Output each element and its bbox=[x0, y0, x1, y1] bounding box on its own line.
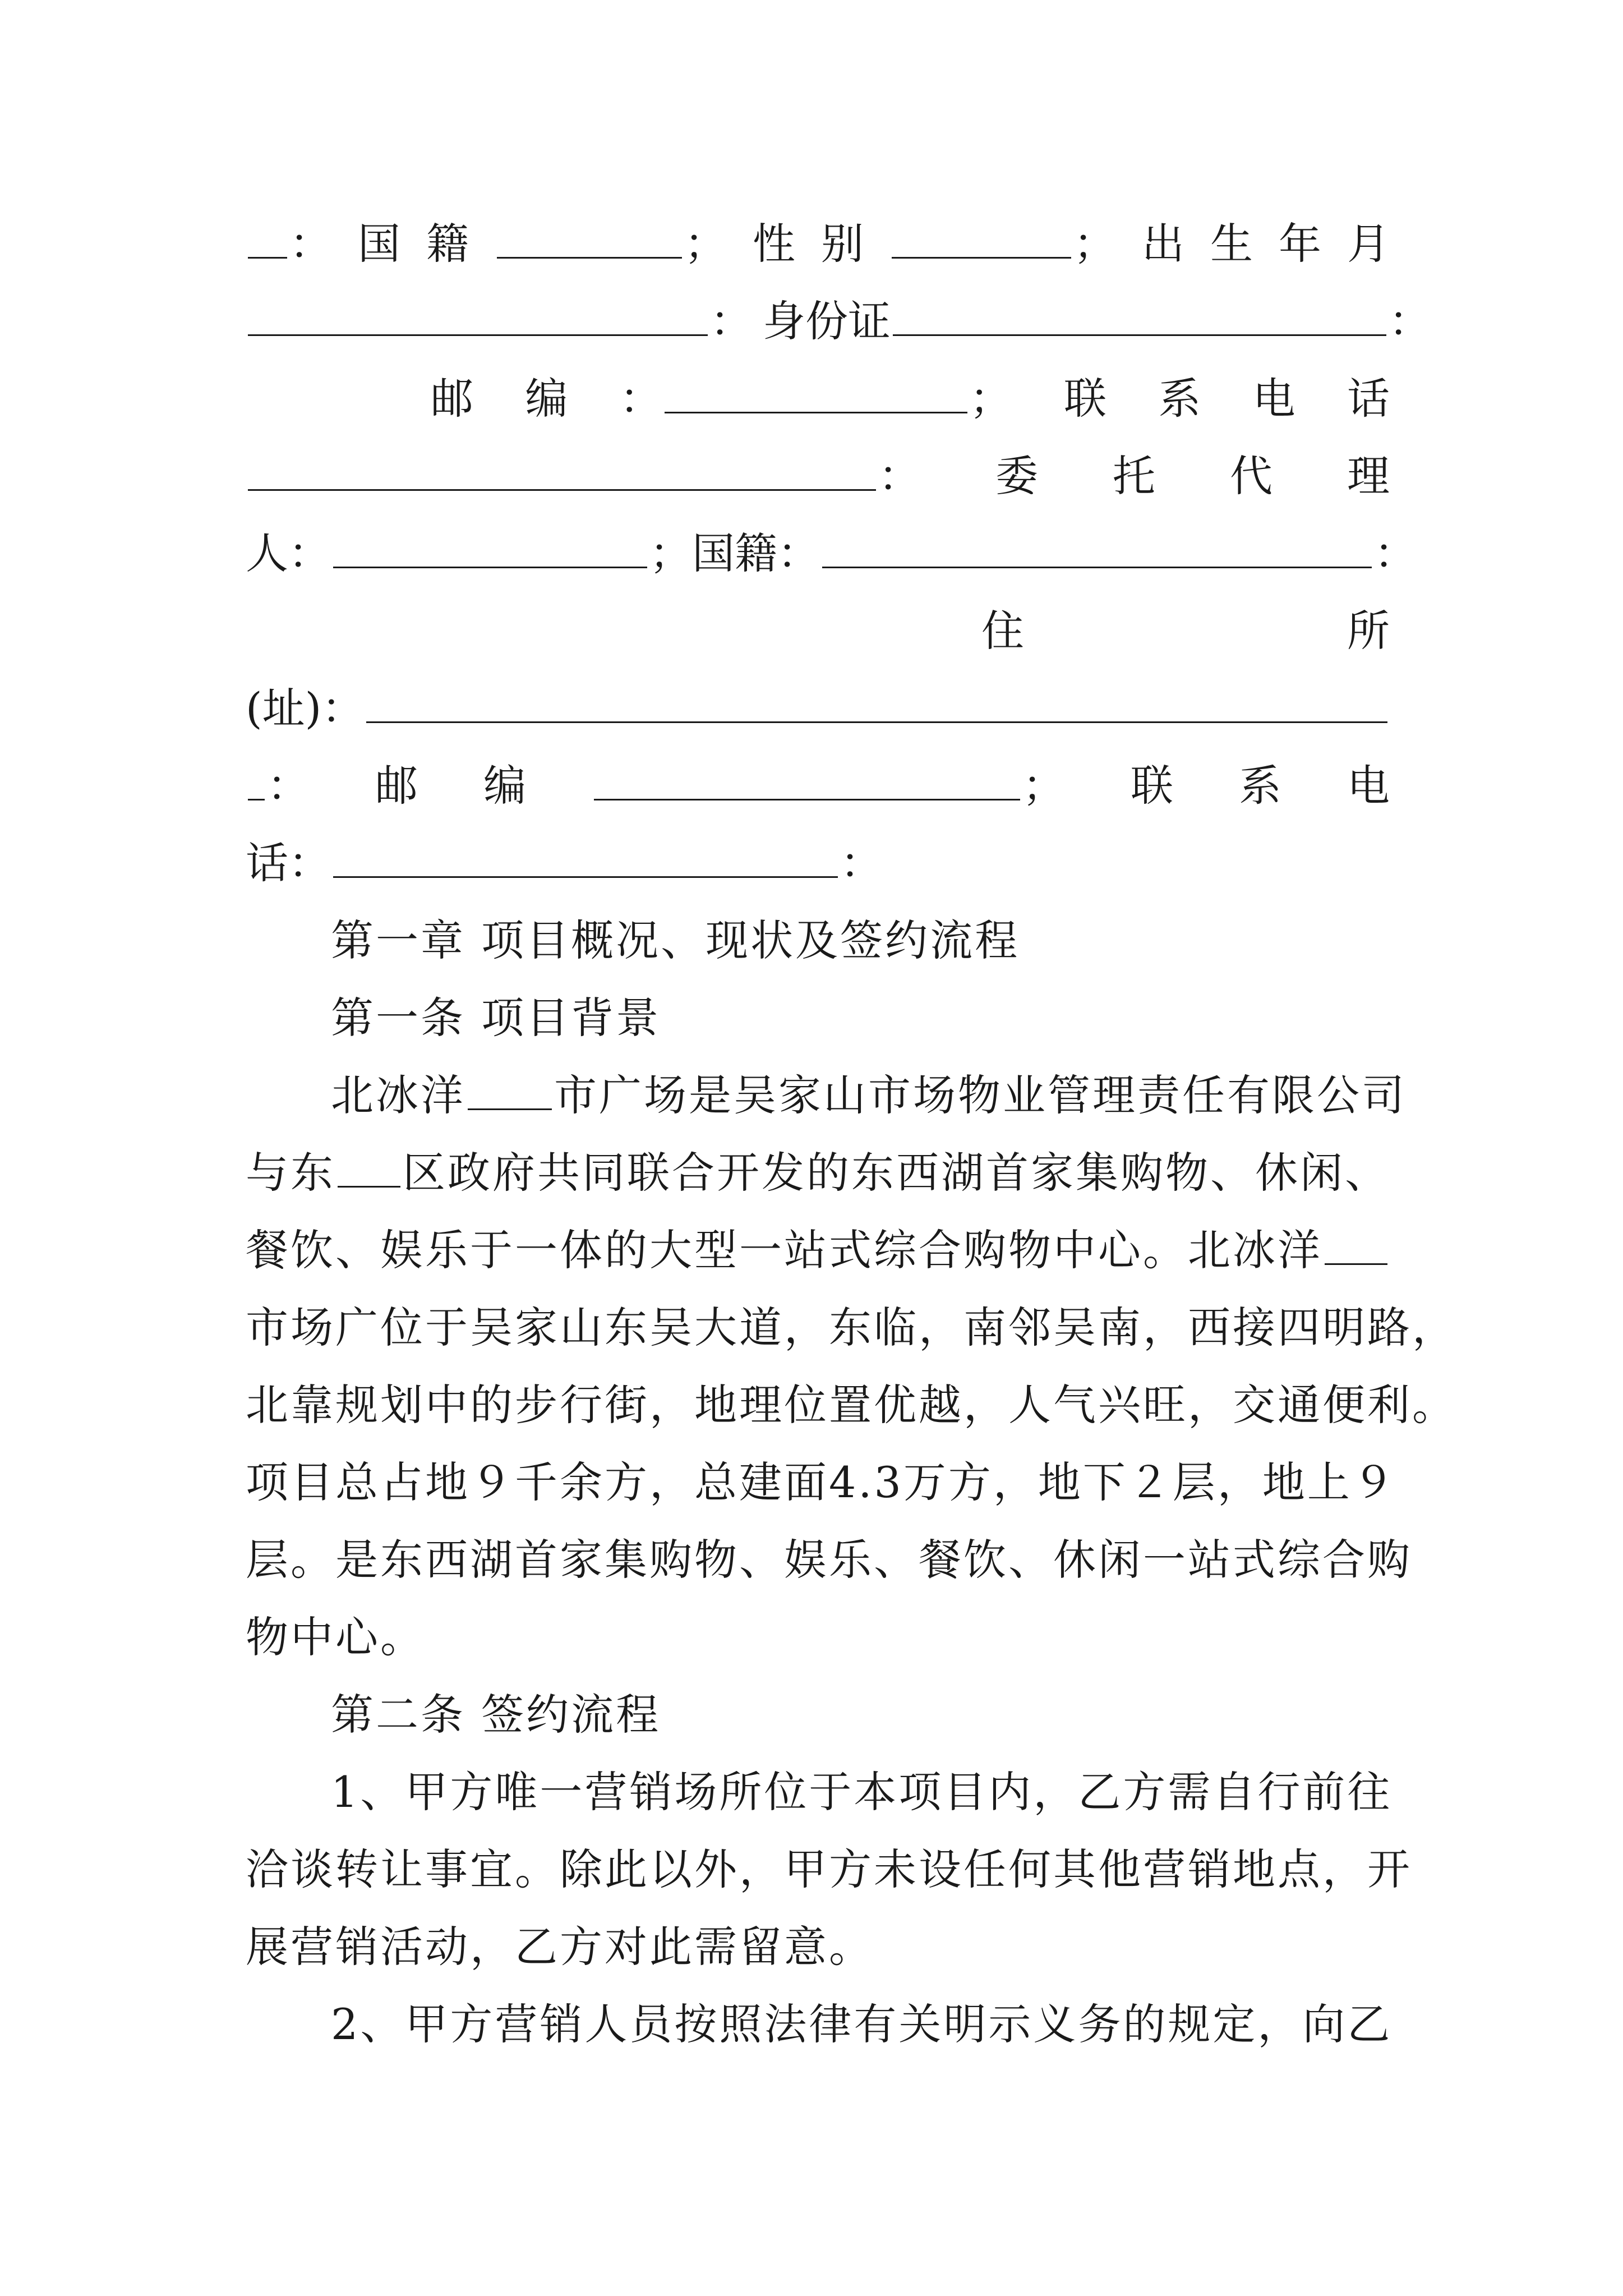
label-char: 籍 bbox=[426, 219, 469, 269]
blank-field[interactable] bbox=[1325, 1226, 1387, 1265]
semicolon: ； bbox=[1022, 761, 1065, 811]
phone-blank[interactable] bbox=[248, 452, 876, 491]
article-2-p1-line-2: 洽谈转让事宜。除此以外，甲方未设任何其他营销地点，开 bbox=[246, 1844, 1412, 1894]
blank-field[interactable] bbox=[248, 220, 287, 259]
label-char: 话 bbox=[1347, 374, 1390, 424]
label-char: 住 bbox=[981, 606, 1024, 656]
blank-field[interactable] bbox=[338, 1149, 400, 1188]
label-char: 出 bbox=[1142, 219, 1184, 269]
article-1-line-1 bbox=[246, 1059, 1475, 1132]
address-label: (址)： bbox=[246, 683, 365, 733]
label-char: 国 bbox=[358, 219, 400, 269]
agent-label: 人： bbox=[246, 528, 331, 578]
article-1-line-8: 物中心。 bbox=[246, 1612, 425, 1662]
label-char: 编 bbox=[525, 374, 568, 424]
agent-phone-blank[interactable] bbox=[333, 839, 838, 878]
semicolon: ； bbox=[1073, 219, 1116, 269]
form-line-id bbox=[246, 285, 1431, 358]
form-line-agent-nationality bbox=[246, 517, 1417, 590]
semicolon: ； bbox=[969, 374, 1012, 424]
colon: ： bbox=[840, 838, 883, 888]
colon: ： bbox=[1374, 528, 1417, 578]
address-blank[interactable] bbox=[366, 684, 1387, 723]
label-char: 性 bbox=[753, 219, 795, 269]
form-line-residence-label bbox=[981, 595, 1390, 668]
colon: ： bbox=[1389, 296, 1431, 346]
colon-label: ： bbox=[289, 219, 332, 269]
label-char: 托 bbox=[1113, 451, 1155, 501]
label-char: 电 bbox=[1347, 761, 1390, 811]
label-char: 邮 bbox=[431, 374, 473, 424]
colon: ： bbox=[267, 761, 310, 811]
label-char: 联 bbox=[1063, 374, 1106, 424]
article-1-line-5: 北靠规划中的步行街，地理位置优越，人气兴旺，交通便利。 bbox=[246, 1380, 1457, 1430]
label-char: 别 bbox=[821, 219, 864, 269]
blank-field[interactable] bbox=[468, 1071, 552, 1110]
birth-date-blank[interactable] bbox=[248, 297, 708, 336]
article-2-p1-line-1: 1、甲方唯一营销场所位于本项目内，乙方需自行前往 bbox=[331, 1767, 1393, 1817]
label-char: 邮 bbox=[375, 761, 418, 811]
article-2-p2-line-1: 2、甲方营销人员按照法律有关明示义务的规定，向乙 bbox=[331, 1999, 1393, 2049]
gender-blank[interactable] bbox=[892, 220, 1071, 259]
nationality-blank[interactable] bbox=[497, 220, 682, 259]
label-char: 编 bbox=[483, 761, 526, 811]
label-char: 所 bbox=[1347, 606, 1390, 656]
text-span: 区政府共同联合开发的东西湖首家集购物、休闲、 bbox=[403, 1148, 1390, 1198]
colon: ： bbox=[619, 374, 662, 424]
text-span: 餐饮、娱乐于一体的大型一站式综合购物中心。北冰洋 bbox=[246, 1225, 1322, 1275]
article-1-line-4: 市场广位于吴家山东吴大道，东临，南邻吴南，西接四明路， bbox=[246, 1303, 1457, 1352]
form-line-address bbox=[246, 672, 1390, 745]
text-span: 市广场是吴家山市场物业管理责任有限公司 bbox=[554, 1070, 1407, 1120]
form-line-agent-postcode bbox=[246, 749, 1390, 822]
label-char: 年 bbox=[1279, 219, 1321, 269]
semicolon: ； bbox=[684, 219, 727, 269]
id-card-blank[interactable] bbox=[893, 297, 1386, 336]
form-line-agent bbox=[246, 440, 1390, 513]
form-line-postcode-phone bbox=[246, 362, 1390, 435]
chapter-title: 第一章 项目概况、现状及签约流程 bbox=[331, 915, 1020, 965]
label-char: 系 bbox=[1158, 374, 1201, 424]
label-char: 系 bbox=[1239, 761, 1281, 811]
article-1-title: 第一条 项目背景 bbox=[331, 993, 661, 1043]
article-1-line-6: 项目总占地９千余方，总建面4.3万方，地下２层，地上９ bbox=[246, 1457, 1397, 1507]
label-char: 代 bbox=[1230, 451, 1272, 501]
article-2-p1-line-3: 展营销活动，乙方对此需留意。 bbox=[246, 1922, 874, 1972]
label-char: 生 bbox=[1210, 219, 1253, 269]
id-card-label: 身份证 bbox=[763, 296, 891, 346]
postcode-blank[interactable] bbox=[665, 375, 967, 413]
label-char: 月 bbox=[1347, 219, 1390, 269]
form-line-agent-phone bbox=[246, 827, 1390, 900]
nationality-label: ；国籍： bbox=[649, 528, 820, 578]
label-char: 委 bbox=[995, 451, 1038, 501]
agent-nationality-blank[interactable] bbox=[822, 530, 1372, 568]
article-1-line-2 bbox=[246, 1137, 1390, 1209]
address-blank-cont[interactable] bbox=[248, 762, 265, 800]
colon: ： bbox=[710, 296, 753, 346]
label-char: 理 bbox=[1347, 451, 1390, 501]
text-span: 与东 bbox=[246, 1148, 335, 1198]
article-2-title: 第二条 签约流程 bbox=[331, 1690, 661, 1740]
article-1-line-3 bbox=[246, 1214, 1390, 1287]
agent-postcode-blank[interactable] bbox=[594, 762, 1020, 800]
article-1-line-7: 层。是东西湖首家集购物、娱乐、餐饮、休闲一站式综合购 bbox=[246, 1535, 1412, 1585]
text-span: 北冰洋 bbox=[331, 1070, 465, 1120]
label-char: 联 bbox=[1131, 761, 1173, 811]
phone-label: 话： bbox=[246, 838, 331, 888]
agent-blank[interactable] bbox=[333, 530, 647, 568]
colon: ： bbox=[878, 451, 921, 501]
form-line-nationality-gender-birth bbox=[246, 208, 1390, 280]
label-char: 电 bbox=[1252, 374, 1295, 424]
